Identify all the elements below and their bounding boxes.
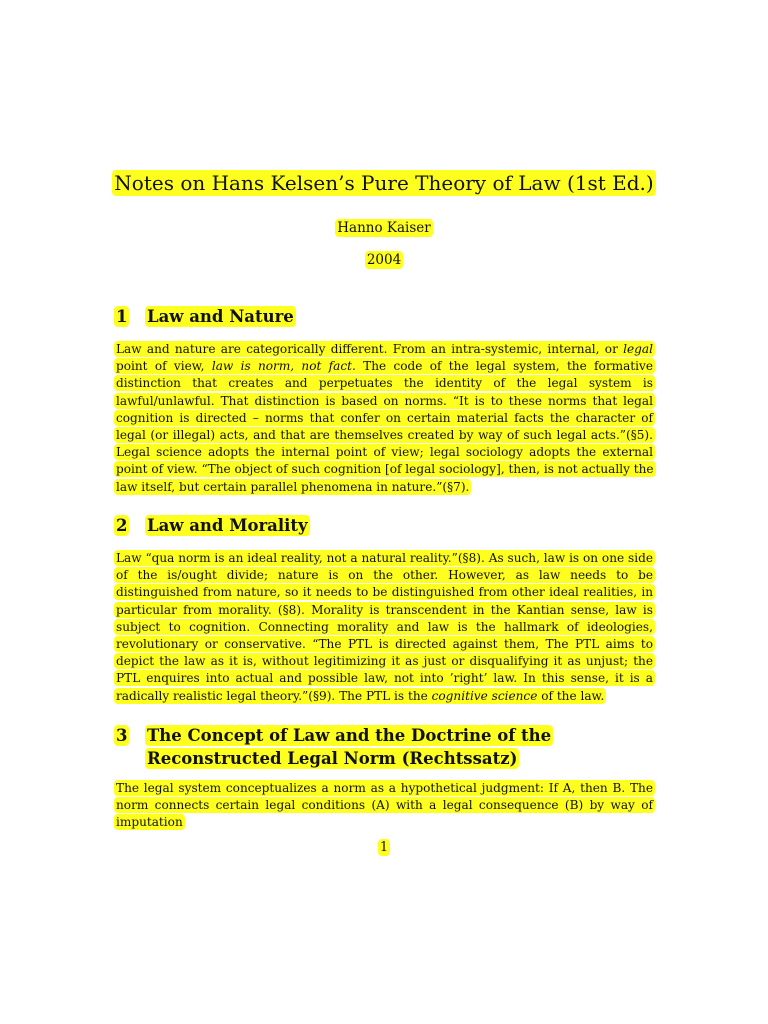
section-number: 1 [116, 307, 128, 326]
section-title: Law and Morality [147, 516, 308, 535]
section-paragraph: Law “qua norm is an ideal reality, not a natural reality.”(§8). As such, law is on one side of the is/ought divide; nature is on the other. However, as law needs to be distinguished from nature, so it needs to be distinguished from other ideal realities, in particular from morality. (§8). Morality is transcendent in the Kantian sense, law is subject to cognition. Connecting morality and law is the hallmark of ideologies, revolutionary or conservative. “The PTL is directed against them, The PTL aims to depict the law as it is, without legitimizing it as just or disqualifying it as unjust; the PTL enquires into actual and possible law, not into ’right’ law. In this sense, it is a radically realistic legal theory.”(§9). The PTL is the cognitive science of the law. [116, 551, 653, 703]
document-title [0, 169, 768, 197]
author [0, 218, 768, 238]
section-heading [114, 305, 655, 328]
section-paragraph: Law and nature are categorically different. From an intra-systemic, internal, or legal point of view, law is norm, not fact. The code of the legal system, the formative distinction that creates and perpetuates the identity of the legal system is lawful/unlawful. That distinction is based on norms. “It is to these norms that legal cognition is directed – norms that confer on certain material facts the character of legal (or illegal) acts, and that are themselves created by way of such legal acts.”(§5). Legal science adopts the internal point of view; legal sociology adopts the external point of view. “The object of such cognition [of legal sociology], then, is not actually the law itself, but certain parallel phenomena in nature.”(§7). [116, 342, 654, 494]
section-heading [114, 724, 655, 770]
section-title: Law and Nature [147, 307, 294, 326]
section-heading [114, 514, 655, 537]
page-number-text: 1 [379, 840, 389, 855]
section-number: 3 [116, 726, 128, 745]
section-2 [114, 514, 655, 705]
section-3 [114, 724, 655, 832]
document-title-text: Notes on Hans Kelsen’s Pure Theory of Law (1st Ed.) [114, 171, 654, 195]
date-text: 2004 [366, 252, 402, 268]
section-number: 2 [116, 516, 128, 535]
page-number [0, 839, 768, 857]
section-paragraph: The legal system conceptualizes a norm as a hypothetical judgment: If A, then B. The norm connects certain legal conditions (A) with a legal consequence (B) by way of imputation [116, 781, 653, 830]
section-title: The Concept of Law and the Doctrine of the Reconstructed Legal Norm (Rechtssatz) [147, 726, 552, 768]
section-1 [114, 305, 655, 496]
date [0, 250, 768, 270]
author-text: Hanno Kaiser [337, 220, 431, 236]
